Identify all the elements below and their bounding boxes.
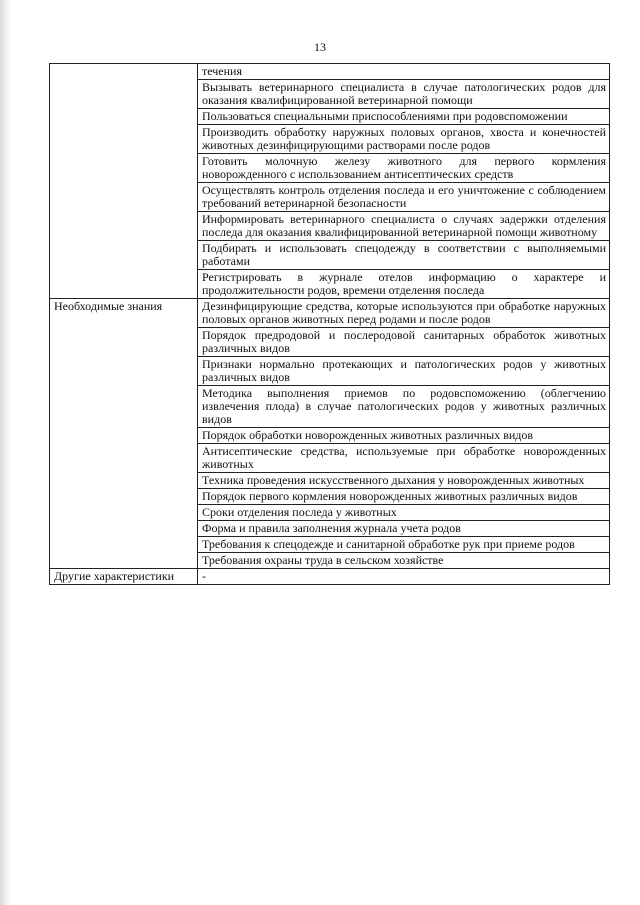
other-label: Другие характеристики	[50, 569, 198, 585]
knowledge-item: Сроки отделения последа у животных	[198, 505, 610, 521]
skill-item: Осуществлять контроль отделения последа и его уничтожение с соблюдением требований ветеринарной безопасности	[198, 183, 610, 212]
knowledge-item: Форма и правила заполнения журнала учета родов	[198, 521, 610, 537]
knowledge-item: Антисептические средства, используемые при обработке новорожденных животных	[198, 444, 610, 473]
knowledge-item: Признаки нормально протекающих и патологических родов у животных различных видов	[198, 357, 610, 386]
other-value: -	[198, 569, 610, 585]
table-row	[50, 299, 610, 328]
knowledge-item: Порядок обработки новорожденных животных различных видов	[198, 428, 610, 444]
skill-item: Регистрировать в журнале отелов информацию о характере и продолжительности родов, времени отделения последа	[198, 270, 610, 299]
qualification-table	[49, 63, 610, 585]
label-cell-empty	[50, 64, 198, 299]
knowledge-item: Методика выполнения приемов по родовспоможению (облегчению извлечения плода) в случае патологических родов у животных различных видов	[198, 386, 610, 428]
knowledge-item: Требования охраны труда в сельском хозяйстве	[198, 553, 610, 569]
knowledge-item: Порядок первого кормления новорожденных животных различных видов	[198, 489, 610, 505]
skill-item: Готовить молочную железу животного для первого кормления новорожденного с использованием антисептических средств	[198, 154, 610, 183]
skill-item: Производить обработку наружных половых органов, хвоста и конечностей животных дезинфицирующими растворами после родов	[198, 125, 610, 154]
table-row	[50, 569, 610, 585]
table-row	[50, 64, 610, 80]
skill-item: Пользоваться специальными приспособлениями при родовспоможении	[198, 109, 610, 125]
skill-item: Подбирать и использовать спецодежду в соответствии с выполняемыми работами	[198, 241, 610, 270]
knowledge-item: Требования к спецодежде и санитарной обработке рук при приеме родов	[198, 537, 610, 553]
page-number: 13	[314, 40, 326, 54]
skill-item: Информировать ветеринарного специалиста о случаях задержки отделения последа для оказания квалифицированной ветеринарной помощи животному	[198, 212, 610, 241]
knowledge-item: Дезинфицирующие средства, которые используются при обработке наружных половых органов животных перед родами и после родов	[198, 299, 610, 328]
knowledge-label: Необходимые знания	[50, 299, 198, 569]
knowledge-item: Порядок предродовой и послеродовой санитарных обработок животных различных видов	[198, 328, 610, 357]
knowledge-item: Техника проведения искусственного дыхания у новорожденных животных	[198, 473, 610, 489]
scan-shadow-edge	[0, 0, 12, 905]
skill-item: течения	[198, 64, 610, 80]
skill-item: Вызывать ветеринарного специалиста в случае патологических родов для оказания квалифицированной ветеринарной помощи	[198, 80, 610, 109]
